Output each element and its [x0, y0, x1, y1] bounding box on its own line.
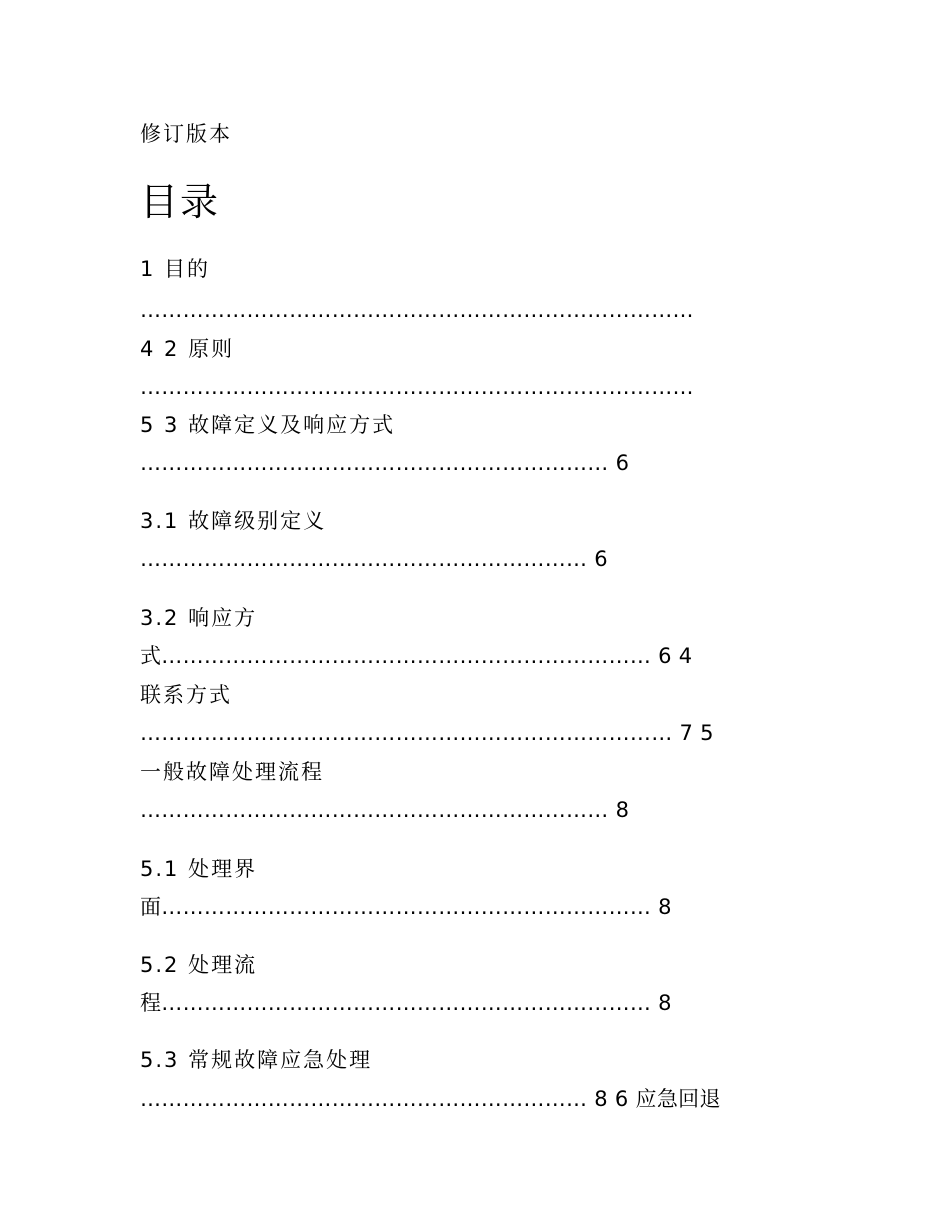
toc-leader-line: 面…………………………………………………………… 8: [140, 895, 672, 919]
toc-line: 4 2 原则: [140, 337, 235, 361]
toc-line: 3.1 故障级别定义: [140, 509, 327, 533]
toc-line: 一般故障处理流程: [140, 760, 324, 784]
toc-line: 5.3 常规故障应急处理: [140, 1048, 373, 1072]
toc-leader-line: ……………………………………………………………………: [140, 375, 694, 399]
toc-leader-line: 式…………………………………………………………… 6 4: [140, 644, 693, 668]
revision-label: 修订版本: [140, 122, 232, 146]
toc-line: 1 目的: [140, 257, 211, 281]
toc-leader-line: ………………………………………………………………… 7 5: [140, 721, 714, 745]
toc-leader-line: ………………………………………………………… 8: [140, 798, 630, 822]
toc-line: 5.1 处理界: [140, 857, 258, 881]
toc-heading: 目录: [140, 180, 221, 224]
toc-leader-line: 程…………………………………………………………… 8: [140, 991, 672, 1015]
toc-line: 联系方式: [140, 683, 232, 707]
toc-leader-line: ……………………………………………………… 8 6 应急回退: [140, 1087, 721, 1111]
toc-line: 5 3 故障定义及响应方式: [140, 413, 396, 437]
toc-line: 3.2 响应方: [140, 606, 258, 630]
toc-leader-line: ……………………………………………………………………: [140, 298, 694, 322]
toc-leader-line: ………………………………………………………… 6: [140, 451, 630, 475]
toc-leader-line: ……………………………………………………… 6: [140, 547, 608, 571]
toc-line: 5.2 处理流: [140, 953, 258, 977]
